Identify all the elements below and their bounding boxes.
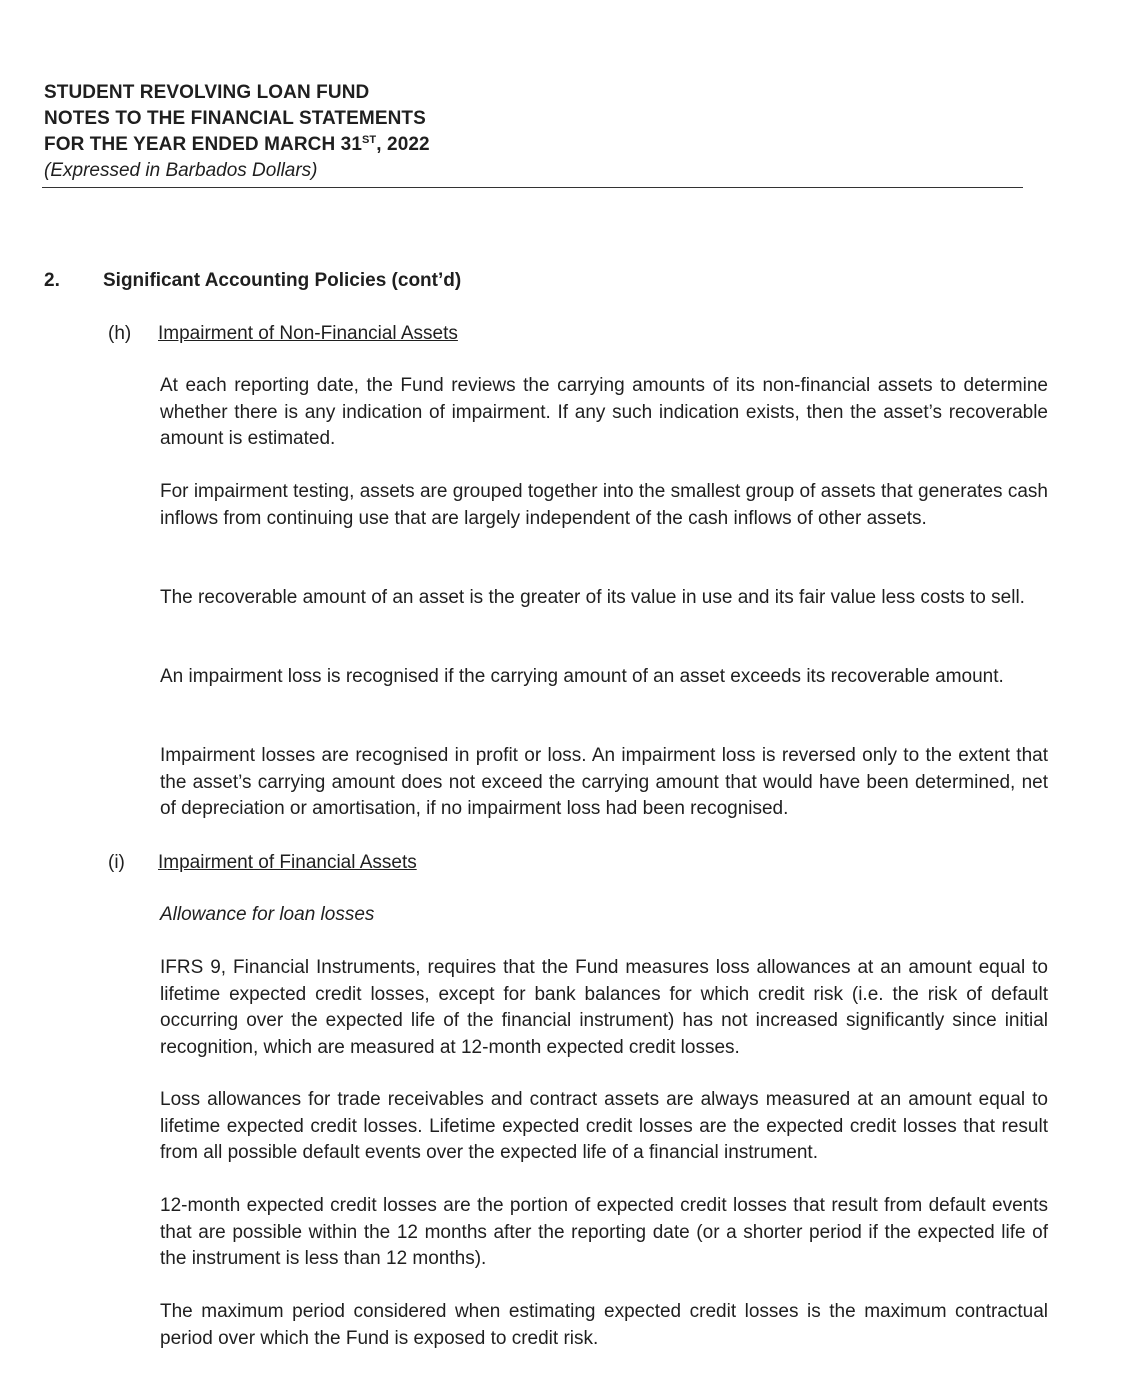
header-period-prefix: FOR THE YEAR ENDED MARCH 31 (44, 134, 362, 155)
document-header (44, 80, 1024, 184)
header-notes-title: NOTES TO THE FINANCIAL STATEMENTS (44, 108, 426, 129)
header-currency-note: (Expressed in Barbados Dollars) (44, 160, 318, 181)
subsection-h-title: Impairment of Non-Financial Assets (158, 323, 458, 344)
header-divider (42, 187, 1023, 188)
header-fund-name: STUDENT REVOLVING LOAN FUND (44, 82, 370, 103)
paragraph-h-2: For impairment testing, assets are grouped together into the smallest group of assets that generates cash inflows from continuing use that are largely independent of the cash inflows of other assets. (160, 481, 1048, 529)
subsection-i-title: Impairment of Financial Assets (158, 852, 417, 873)
header-period-superscript: ST (362, 134, 377, 146)
subsection-i-subheading: Allowance for loan losses (160, 904, 375, 925)
section-number: 2. (44, 270, 60, 291)
paragraph-h-5: Impairment losses are recognised in profit or loss. An impairment loss is reversed only to the extent that the asset’s carrying amount does not exceed the carrying amount that would have been determined, net of depreciation or amortisation, if no impairment loss had been recognised. (160, 745, 1048, 819)
header-period (44, 132, 1024, 158)
subsection-h-letter: (h) (108, 323, 132, 344)
paragraph-i-3: 12-month expected credit losses are the portion of expected credit losses that result from default events that are possible within the 12 months after the reporting date (or a shorter period if the expected life of the instrument is less than 12 months). (160, 1195, 1048, 1269)
paragraph-h-1: At each reporting date, the Fund reviews the carrying amounts of its non-financial assets to determine whether there is any indication of impairment. If any such indication exists, then the asset’s recoverable amount is estimated. (160, 375, 1048, 449)
paragraph-h-4: An impairment loss is recognised if the carrying amount of an asset exceeds its recoverable amount. (160, 666, 1004, 687)
paragraph-i-4: The maximum period considered when estimating expected credit losses is the maximum contractual period over which the Fund is exposed to credit risk. (160, 1301, 1048, 1349)
paragraph-i-1: IFRS 9, Financial Instruments, requires that the Fund measures loss allowances at an amount equal to lifetime expected credit losses, except for bank balances for which credit risk (i.e. the risk of default occurring over the expected life of the financial instrument) has not increased significantly since initial recognition, which are measured at 12-month expected credit losses. (160, 957, 1048, 1058)
section-title: Significant Accounting Policies (cont’d) (103, 270, 462, 291)
paragraph-i-2: Loss allowances for trade receivables and contract assets are always measured at an amount equal to lifetime expected credit losses. Lifetime expected credit losses are the expected credit losses that result from all possible default events over the expected life of a financial instrument. (160, 1089, 1048, 1163)
subsection-i-letter: (i) (108, 852, 125, 873)
header-period-suffix: , 2022 (376, 134, 430, 155)
section-heading (44, 268, 461, 294)
paragraph-h-3: The recoverable amount of an asset is the greater of its value in use and its fair value less costs to sell. (160, 587, 1025, 608)
